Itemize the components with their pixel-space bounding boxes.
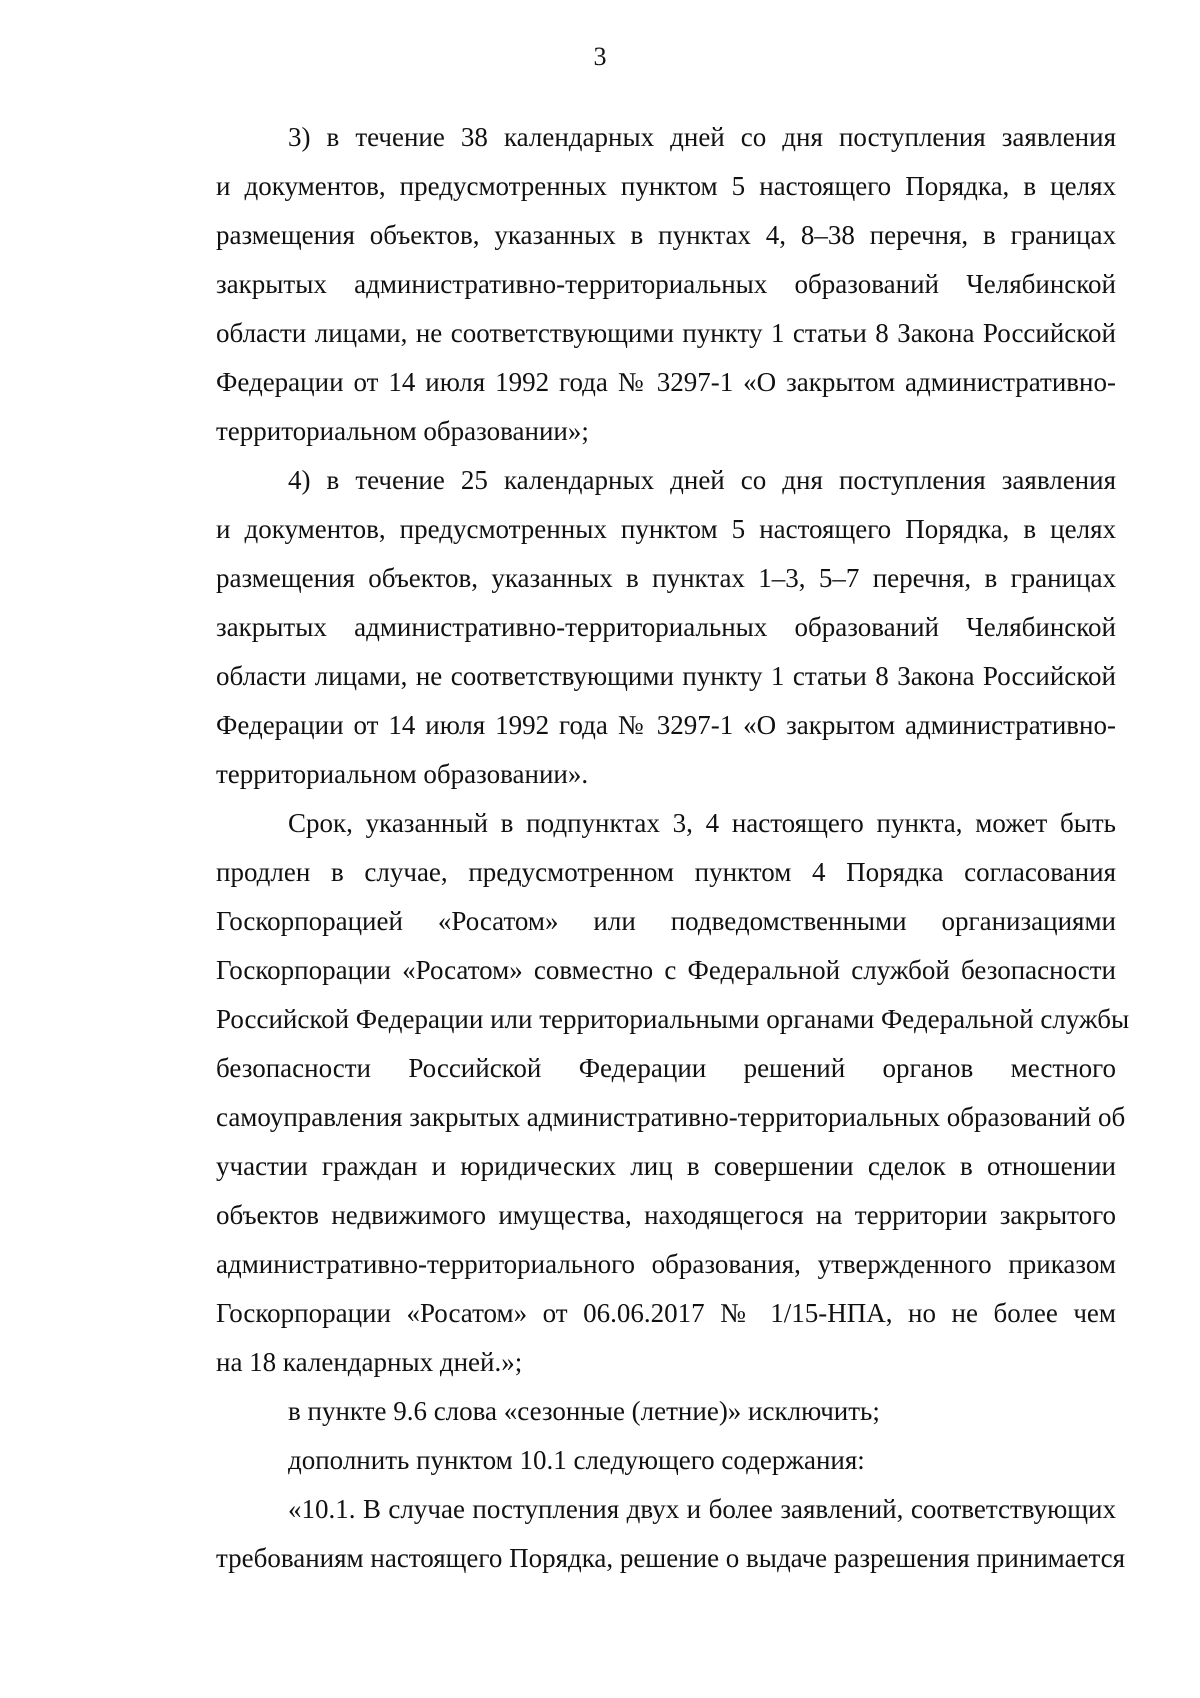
text-line: области лицами, не соответствующими пункту 1 статьи 8 Закона Российской bbox=[216, 318, 1116, 348]
text-line: продлен в случае, предусмотренном пунктом 4 Порядка согласования bbox=[216, 857, 1116, 887]
text-line: административно-территориального образования, утвержденного приказом bbox=[216, 1249, 1116, 1279]
text-line: «10.1. В случае поступления двух и более заявлений, соответствующих bbox=[288, 1494, 1116, 1524]
paragraph-item-3 bbox=[144, 113, 1116, 456]
text-line: дополнить пунктом 10.1 следующего содержания: bbox=[288, 1445, 865, 1475]
text-line: Российской Федерации или территориальными органами Федеральной службы bbox=[216, 1004, 1130, 1034]
text-line: 4) в течение 25 календарных дней со дня поступления заявления bbox=[288, 465, 1116, 495]
page-number: 3 bbox=[593, 42, 607, 71]
paragraph-item-4 bbox=[144, 456, 1116, 799]
text-line: в пункте 9.6 слова «сезонные (летние)» исключить; bbox=[288, 1396, 880, 1426]
text-line: и документов, предусмотренных пунктом 5 настоящего Порядка, в целях bbox=[216, 171, 1116, 201]
text-line: Госкорпорации «Росатом» совместно с Федеральной службой безопасности bbox=[216, 955, 1116, 985]
text-line: Федерации от 14 июля 1992 года № 3297-1 «О закрытом административно- bbox=[216, 367, 1116, 397]
text-line: Госкорпорацией «Росатом» или подведомственными организациями bbox=[216, 906, 1116, 936]
paragraph-point-9-6 bbox=[144, 1387, 1116, 1436]
text-line: области лицами, не соответствующими пункту 1 статьи 8 Закона Российской bbox=[216, 661, 1116, 691]
text-line: Срок, указанный в подпунктах 3, 4 настоящего пункта, может быть bbox=[288, 808, 1116, 838]
text-line: размещения объектов, указанных в пунктах 1–3, 5–7 перечня, в границах bbox=[216, 563, 1116, 593]
text-line: безопасности Российской Федерации решений органов местного bbox=[216, 1053, 1116, 1083]
text-line: и документов, предусмотренных пунктом 5 настоящего Порядка, в целях bbox=[216, 514, 1116, 544]
text-line: размещения объектов, указанных в пунктах 4, 8–38 перечня, в границах bbox=[216, 220, 1116, 250]
text-line: закрытых административно-территориальных образований Челябинской bbox=[216, 612, 1116, 642]
text-line: Федерации от 14 июля 1992 года № 3297-1 «О закрытом административно- bbox=[216, 710, 1116, 740]
paragraph-add-point-10-1 bbox=[144, 1436, 1116, 1485]
text-line: закрытых административно-территориальных образований Челябинской bbox=[216, 269, 1116, 299]
text-line: Госкорпорации «Росатом» от 06.06.2017 № 1/15-НПА, но не более чем bbox=[216, 1298, 1116, 1328]
text-line: требованиям настоящего Порядка, решение о выдаче разрешения принимается bbox=[216, 1543, 1126, 1573]
text-line: участии граждан и юридических лиц в совершении сделок в отношении bbox=[216, 1151, 1116, 1181]
text-line: на 18 календарных дней.»; bbox=[216, 1347, 523, 1377]
text-line: 3) в течение 38 календарных дней со дня поступления заявления bbox=[288, 122, 1116, 152]
paragraph-term-extension bbox=[144, 799, 1130, 1387]
text-line: объектов недвижимого имущества, находящегося на территории закрытого bbox=[216, 1200, 1116, 1230]
text-line: территориальном образовании». bbox=[216, 759, 589, 789]
text-line: самоуправления закрытых административно-территориальных образований об bbox=[216, 1102, 1126, 1132]
paragraph-point-10-1 bbox=[144, 1485, 1126, 1583]
text-line: территориальном образовании»; bbox=[216, 416, 589, 446]
document-body bbox=[144, 113, 1130, 1583]
